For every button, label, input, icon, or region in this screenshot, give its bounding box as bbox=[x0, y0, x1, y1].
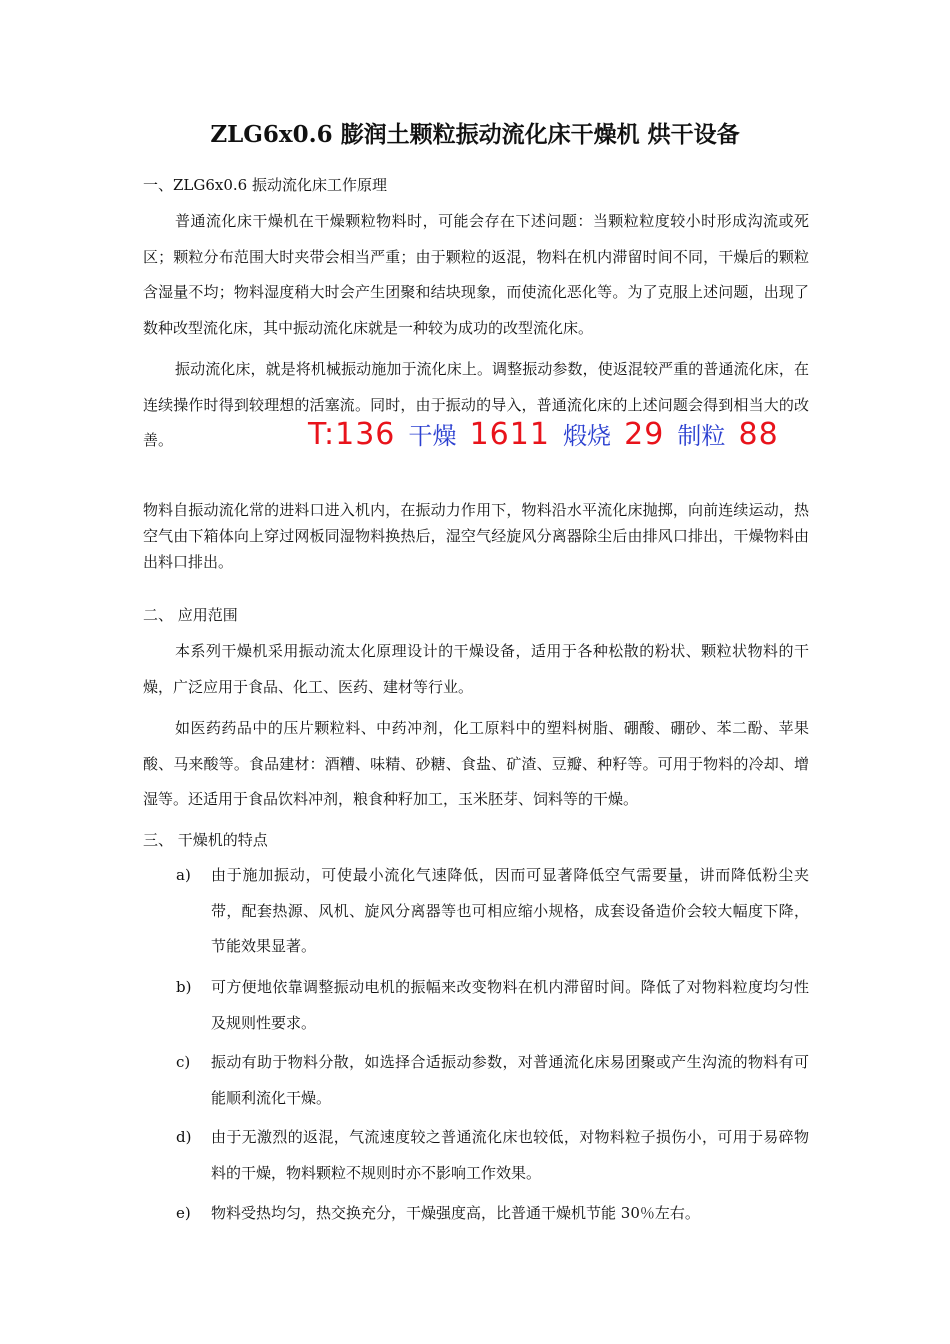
list-marker: c) bbox=[176, 1053, 191, 1071]
section-2-paragraph-2: 如医药药品中的压片颗粒料、中药冲剂，化工原料中的塑料树脂、硼酸、硼砂、苯二酚、苹果酸、马来酸等。食品建材：酒糟、味精、砂糖、食盐、矿渣、豆瓣、种籽等。可用于物料的冷却、增湿等。还适用于食品饮料冲剂，粮食种籽加工，玉米胚芽、饲料等的干燥。 bbox=[143, 719, 809, 808]
stamp-count-drying: 1611 bbox=[469, 417, 550, 452]
list-item-text: 由于施加振动，可使最小流化气速降低，因而可显著降低空气需要量，讲而降低粉尘夹带，配套热源、风机、旋风分离器等也可相应缩小规格，成套设备造价会较大幅度下降，节能效果显著。 bbox=[211, 866, 809, 955]
stamp-count-calcining: 29 bbox=[624, 417, 665, 452]
list-item-text: 振动有助于物料分散，如选择合适振动参数，对普通流化床易团聚或产生沟流的物料有可能顺利流化干燥。 bbox=[211, 1053, 809, 1107]
list-marker: d) bbox=[176, 1128, 192, 1146]
section-2-heading: 二、 应用范围 bbox=[143, 606, 238, 624]
list-marker: a) bbox=[176, 866, 191, 884]
list-item-text: 可方便地依靠调整振动电机的振幅来改变物料在机内滞留时间。降低了对物料粒度均匀性及规则性要求。 bbox=[211, 978, 809, 1032]
section-2-paragraph-1: 本系列干燥机采用振动流太化原理设计的干燥设备，适用于各种松散的粉状、颗粒状物料的干燥，广泛应用于食品、化工、医药、建材等行业。 bbox=[143, 642, 809, 696]
stamp-count-granulating: 88 bbox=[738, 417, 779, 452]
list-item-text: 物料受热均匀，热交换充分，干燥强度高，比普通干燥机节能 30％左右。 bbox=[211, 1204, 700, 1222]
stamp-keyword-granulating: 制粒 bbox=[677, 422, 726, 450]
watermark-stamp bbox=[308, 416, 779, 466]
section-1-paragraph-2: 振动流化床，就是将机械振动施加于流化床上。调整振动参数，使返混较严重的普通流化床，在连续操作时得到较理想的活塞流。同时，由于振动的导入，普通流化床的上述问题会得到相当大的改善。 bbox=[143, 360, 809, 449]
section-1-heading: 一、ZLG6x0.6 振动流化床工作原理 bbox=[143, 176, 387, 194]
stamp-keyword-calcining: 煅烧 bbox=[563, 422, 612, 450]
list-marker: e) bbox=[176, 1204, 191, 1222]
section-3-heading: 三、 干燥机的特点 bbox=[143, 831, 268, 849]
stamp-keyword-drying: 干燥 bbox=[408, 422, 457, 450]
document-title: ZLG6x0.6 膨润土颗粒振动流化床干燥机 烘干设备 bbox=[210, 121, 740, 148]
section-1-paragraph-1: 普通流化床干燥机在干燥颗粒物料时，可能会存在下述问题：当颗粒粒度较小时形成沟流或死区；颗粒分布范围大时夹带会相当严重；由于颗粒的返混，物料在机内滞留时间不同，干燥后的颗粒含湿量不均；物料湿度稍大时会产生团聚和结块现象，而使流化恶化等。为了克服上述问题，出现了数种改型流化床，其中振动流化床就是一种较为成功的改型流化床。 bbox=[143, 212, 809, 337]
stamp-total: T:136 bbox=[308, 417, 396, 452]
section-1-paragraph-3: 物料自振动流化常的进料口进入机内，在振动力作用下，物料沿水平流化床抛掷，向前连续运动，热空气由下箱体向上穿过网板同湿物料换热后，湿空气经旋风分离器除尘后由排风口排出，干燥物料由出料口排出。 bbox=[143, 501, 809, 571]
list-item-text: 由于无激烈的返混，气流速度较之普通流化床也较低，对物料粒子损伤小，可用于易碎物料的干燥，物料颗粒不规则时亦不影响工作效果。 bbox=[211, 1128, 809, 1182]
list-marker: b) bbox=[176, 978, 192, 996]
